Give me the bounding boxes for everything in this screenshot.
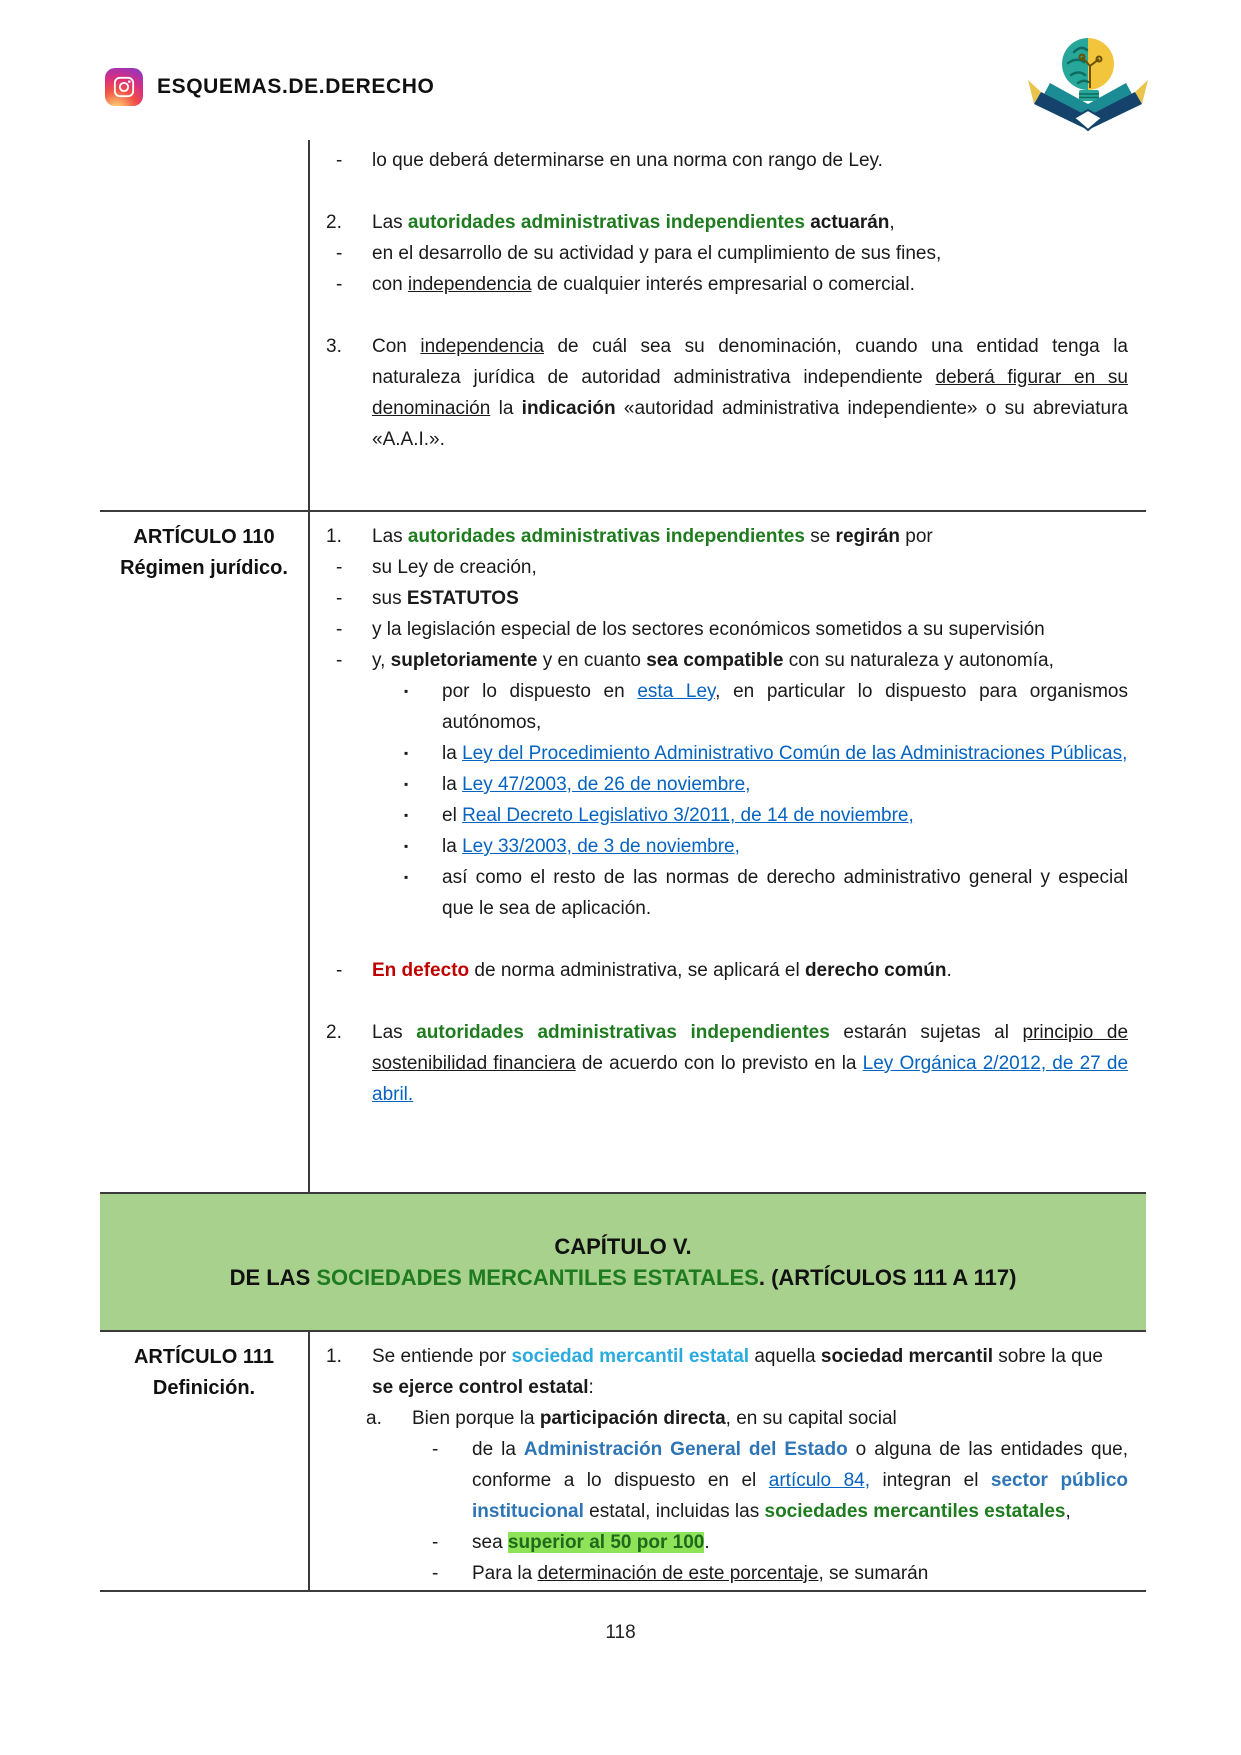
list-text	[372, 955, 1128, 986]
article-title-cell	[100, 1332, 308, 1590]
list-item	[326, 614, 1128, 645]
list-item	[326, 552, 1128, 583]
article-content-cell	[308, 512, 1146, 1192]
text-segment: regirán	[835, 526, 900, 547]
text-segment: la	[442, 836, 463, 857]
table-row-article-111	[100, 1330, 1146, 1592]
text-segment: supletoriamente	[390, 650, 538, 671]
text-segment: sociedad mercantil	[820, 1346, 994, 1367]
text-segment: estatal, incluidas las	[583, 1501, 765, 1522]
list-marker: ▪	[404, 808, 409, 822]
text-segment: determinación de este porcentaje	[537, 1563, 819, 1584]
list-item	[326, 269, 1128, 300]
list-text	[372, 331, 1128, 455]
text-segment: Administración General del Estado	[523, 1439, 848, 1460]
list-marker: ▪	[404, 746, 409, 760]
text-segment: Con	[372, 336, 421, 357]
list-item	[326, 1558, 1128, 1589]
text-segment: estarán sujetas al	[829, 1022, 1023, 1043]
text-segment: la	[442, 743, 463, 764]
text-segment: en el desarrollo de su actividad y para el cumplimiento de sus fines,	[372, 243, 942, 264]
text-segment: , se sumarán	[818, 1563, 929, 1584]
text-segment: .	[704, 1532, 710, 1553]
text-segment: aquella	[749, 1346, 821, 1367]
list-text	[472, 1558, 1128, 1589]
spacer	[326, 300, 1128, 331]
text-segment: , en particular lo dispuesto para organismos autónomos,	[442, 681, 1128, 733]
article-number: ARTÍCULO 110	[133, 526, 275, 548]
text-segment: y la legislación especial de los sectores económicos sometidos a su supervisión	[372, 619, 1045, 640]
list-text	[372, 1341, 1128, 1403]
text-segment: sus	[372, 588, 407, 609]
list-item	[326, 955, 1128, 986]
instagram-handle: ESQUEMAS.DE.DERECHO	[157, 75, 435, 98]
list-item	[326, 645, 1128, 676]
list-item	[326, 238, 1128, 269]
list-text	[372, 207, 1128, 238]
spacer	[326, 924, 1128, 955]
list-item	[326, 331, 1128, 455]
header	[105, 68, 434, 106]
text-segment: superior al 50 por 100	[507, 1532, 705, 1553]
link[interactable]: artículo 84,	[768, 1470, 870, 1491]
text-segment: con su naturaleza y autonomía,	[783, 650, 1054, 671]
text-segment: participación directa	[539, 1408, 726, 1429]
list-marker: -	[432, 1532, 439, 1553]
table-row-article-110	[100, 510, 1146, 1192]
list-item	[326, 1403, 1128, 1434]
text-segment: de la	[472, 1439, 524, 1460]
article-content-cell	[308, 140, 1146, 510]
list-text	[372, 614, 1128, 645]
article-name: Régimen jurídico.	[120, 557, 288, 579]
list-text	[442, 676, 1128, 738]
list-item	[326, 521, 1128, 552]
text-segment: , en su capital social	[725, 1408, 897, 1429]
list-text	[442, 738, 1128, 769]
text-segment: actuarán	[810, 212, 890, 233]
list-item	[326, 1017, 1128, 1110]
text-segment: lo que deberá determinarse en una norma con rango de Ley.	[372, 150, 883, 171]
list-text	[372, 521, 1128, 552]
text-segment: independencia	[407, 274, 532, 295]
chapter-banner	[100, 1192, 1146, 1330]
list-text	[472, 1434, 1128, 1527]
spacer	[326, 176, 1128, 207]
text-segment: derecho común	[804, 960, 947, 981]
text-segment: sector público institucional	[472, 1470, 1128, 1522]
text-segment: DE LAS	[229, 1264, 317, 1290]
list-text	[442, 769, 1128, 800]
list-marker: ▪	[404, 870, 409, 884]
text-segment: con	[372, 274, 408, 295]
text-segment: de cuál sea su denominación, cuando una entidad tenga la naturaleza jurídica de autoridad administrativa independiente	[372, 336, 1128, 388]
article-title-cell-empty	[100, 140, 308, 510]
link[interactable]: Ley del Procedimiento Administrativo Común de las Administraciones Públicas,	[462, 743, 1128, 764]
text-segment: Las	[372, 526, 408, 547]
list-marker: 2.	[326, 1022, 342, 1043]
list-marker: -	[336, 588, 343, 609]
text-segment: Para la	[472, 1563, 538, 1584]
article-name: Definición.	[152, 1377, 256, 1399]
list-marker: -	[336, 619, 343, 640]
list-marker: 2.	[326, 212, 342, 233]
text-segment: «autoridad administrativa independiente» o su abreviatura «A.A.I.».	[372, 398, 1128, 450]
table-row-continuation	[100, 140, 1146, 510]
list-marker: -	[432, 1439, 439, 1460]
text-segment: se ejerce control estatal	[372, 1377, 589, 1398]
list-marker: ▪	[404, 684, 409, 698]
list-item	[326, 676, 1128, 738]
text-segment: integran el	[869, 1470, 991, 1491]
list-text	[372, 645, 1128, 676]
link[interactable]: Ley 47/2003, de 26 de noviembre,	[462, 774, 751, 795]
text-segment: ESTATUTOS	[406, 588, 519, 609]
list-text	[442, 800, 1128, 831]
list-marker: 1.	[326, 526, 342, 547]
text-segment: su Ley de creación,	[372, 557, 537, 578]
text-segment: Se entiende por	[372, 1346, 512, 1367]
link[interactable]: Ley 33/2003, de 3 de noviembre,	[462, 836, 740, 857]
text-segment: sobre la que	[993, 1346, 1103, 1367]
brain-lightbulb-open-book-logo	[1028, 30, 1148, 147]
page-number: 118	[605, 1622, 636, 1643]
text-segment: Bien porque la	[412, 1408, 540, 1429]
text-segment: sociedades mercantiles estatales	[764, 1501, 1066, 1522]
list-item	[326, 583, 1128, 614]
list-text	[372, 583, 1128, 614]
text-segment: autoridades administrativas independientes	[416, 1022, 830, 1043]
text-segment: deberá figurar en su denominación	[372, 367, 1128, 419]
text-segment: Las	[372, 212, 408, 233]
list-marker: -	[336, 650, 343, 671]
list-marker: -	[336, 960, 343, 981]
article-number: ARTÍCULO 111	[133, 1346, 275, 1368]
list-item	[326, 831, 1128, 862]
text-segment: el	[442, 805, 463, 826]
list-item	[326, 738, 1128, 769]
text-segment: :	[588, 1377, 594, 1398]
list-text	[372, 1017, 1128, 1110]
article-title-cell	[100, 512, 308, 1192]
text-segment: autoridades administrativas independientes	[407, 526, 805, 547]
text-segment: sea compatible	[646, 650, 784, 671]
text-segment: sociedad mercantil estatal	[511, 1346, 750, 1367]
list-text	[442, 862, 1128, 924]
list-item	[326, 862, 1128, 924]
list-text	[372, 145, 1128, 176]
list-marker: -	[336, 274, 343, 295]
list-text	[372, 238, 1128, 269]
text-segment: ,	[889, 212, 895, 233]
link[interactable]: esta Ley	[637, 681, 716, 702]
text-segment: o alguna de las entidades que, conforme a lo dispuesto en el	[472, 1439, 1128, 1491]
text-segment: por lo dispuesto en	[442, 681, 638, 702]
list-marker: a.	[366, 1408, 382, 1429]
list-marker: 3.	[326, 336, 342, 357]
text-segment: SOCIEDADES MERCANTILES ESTATALES	[316, 1264, 759, 1290]
list-marker: ▪	[404, 839, 409, 853]
list-text	[372, 269, 1128, 300]
text-segment: por	[899, 526, 933, 547]
text-segment: Las	[372, 1022, 417, 1043]
list-text	[412, 1403, 1128, 1434]
spacer	[326, 986, 1128, 1017]
text-segment: En defecto	[372, 960, 470, 981]
schema-table	[100, 140, 1146, 1592]
text-segment: ,	[1065, 1501, 1071, 1522]
list-item	[326, 1434, 1128, 1527]
text-segment: . (ARTÍCULOS 111 A 117)	[758, 1264, 1017, 1290]
text-segment: indicación	[521, 398, 616, 419]
list-item	[326, 769, 1128, 800]
list-marker: ▪	[404, 777, 409, 791]
instagram-icon	[105, 68, 143, 106]
text-segment: autoridades administrativas independientes	[407, 212, 805, 233]
text-segment: la	[442, 774, 463, 795]
list-marker: 1.	[326, 1346, 342, 1367]
link[interactable]: Real Decreto Legislativo 3/2011, de 14 de noviembre,	[462, 805, 914, 826]
list-marker: -	[336, 557, 343, 578]
text-segment: así como el resto de las normas de derecho administrativo general y especial que le sea de aplicación.	[442, 867, 1128, 919]
text-segment: .	[946, 960, 952, 981]
list-item	[326, 207, 1128, 238]
list-text	[472, 1527, 1128, 1558]
list-item	[326, 1341, 1128, 1403]
instagram-camera-glyph	[113, 76, 135, 98]
list-marker: -	[432, 1563, 439, 1584]
list-text	[372, 552, 1128, 583]
list-item	[326, 1527, 1128, 1558]
text-segment: la	[490, 398, 522, 419]
list-text	[442, 831, 1128, 862]
list-marker: -	[336, 150, 343, 171]
list-item	[326, 800, 1128, 831]
text-segment: de acuerdo con lo previsto en la	[575, 1053, 863, 1074]
chapter-title: CAPÍTULO V.	[554, 1233, 692, 1259]
article-content-cell	[308, 1332, 1146, 1590]
text-segment: se	[804, 526, 836, 547]
text-segment: de cualquier interés empresarial o comercial.	[531, 274, 915, 295]
chapter-subtitle	[230, 1265, 1017, 1291]
text-segment: principio de sostenibilidad financiera	[372, 1022, 1129, 1074]
text-segment: de norma administrativa, se aplicará el	[469, 960, 805, 981]
link[interactable]: Ley Orgánica 2/2012, de 27 de abril.	[372, 1053, 1129, 1105]
text-segment: y,	[372, 650, 391, 671]
text-segment: independencia	[420, 336, 544, 357]
text-segment: sea	[472, 1532, 508, 1553]
list-item	[326, 145, 1128, 176]
text-segment: y en cuanto	[537, 650, 647, 671]
list-marker: -	[336, 243, 343, 264]
